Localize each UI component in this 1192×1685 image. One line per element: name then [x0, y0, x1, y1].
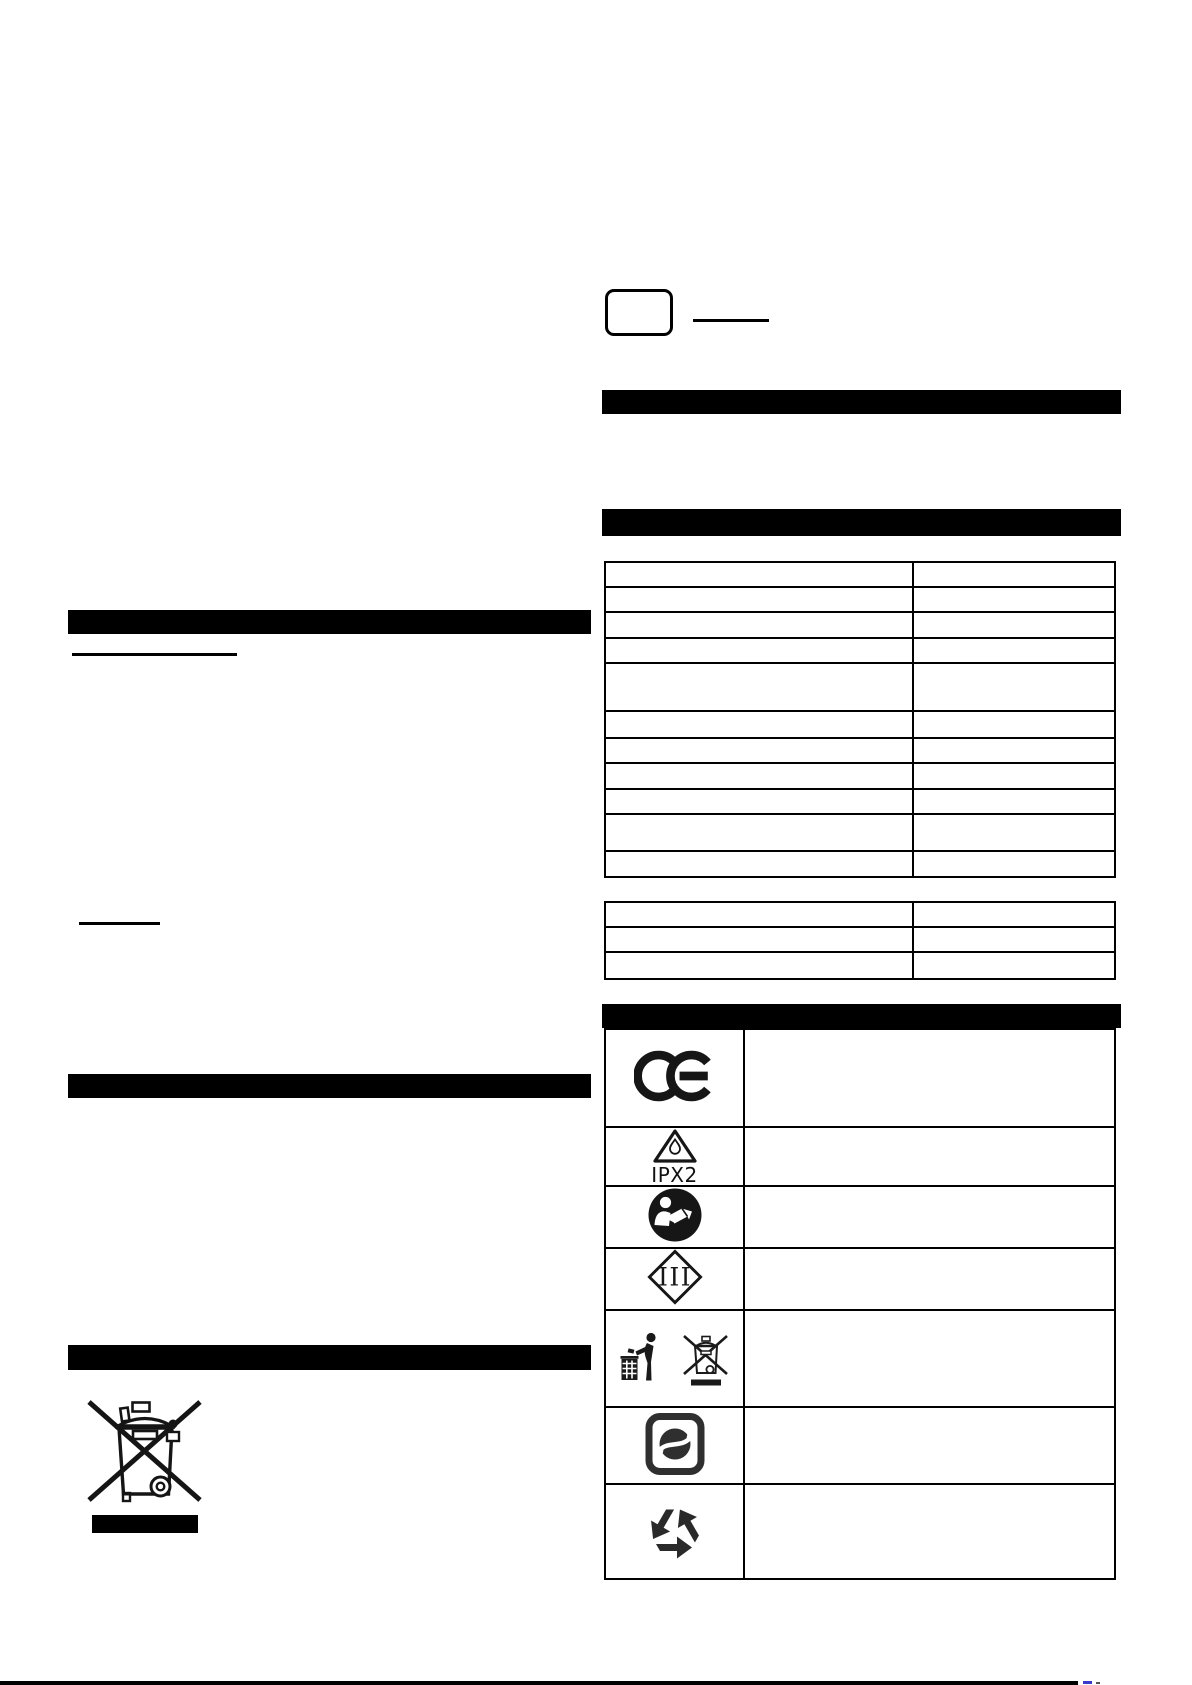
section-underline-left	[72, 653, 237, 656]
symbol-description	[744, 1407, 1115, 1484]
spec-cell	[913, 952, 1115, 979]
spec-cell	[605, 663, 913, 711]
symbol-cell	[605, 1310, 744, 1407]
weee-black-bar	[92, 1515, 198, 1533]
table-row	[605, 638, 1115, 663]
footer-accent-mark	[1083, 1681, 1092, 1684]
symbols-table	[604, 1028, 1116, 1580]
footer-dot-mark	[1096, 1682, 1100, 1684]
table-row	[605, 1029, 1115, 1127]
symbol-description	[744, 1484, 1115, 1579]
spec-cell	[913, 763, 1115, 789]
spec-cell	[605, 612, 913, 638]
spec-cell	[605, 587, 913, 612]
spec-cell	[913, 851, 1115, 877]
spec-cell	[913, 814, 1115, 851]
model-number-underline	[693, 319, 769, 322]
table-row	[605, 1310, 1115, 1407]
table-row	[605, 1127, 1115, 1186]
symbol-description	[744, 1127, 1115, 1186]
spec-cell	[605, 789, 913, 814]
redacted-heading-bar-right-1	[602, 390, 1121, 414]
table-row	[605, 1248, 1115, 1310]
table-row	[605, 763, 1115, 789]
table-row	[605, 1407, 1115, 1484]
redacted-heading-bar-right-2	[602, 509, 1121, 536]
spec-cell	[913, 612, 1115, 638]
note-underline-left	[79, 922, 160, 925]
spec-cell	[605, 952, 913, 979]
symbol-description	[744, 1029, 1115, 1127]
redacted-heading-bar-left-3	[68, 1345, 591, 1370]
recycling-icon	[646, 1498, 704, 1562]
spec-cell	[913, 587, 1115, 612]
table-row	[605, 851, 1115, 877]
table-row	[605, 587, 1115, 612]
spec-cell	[913, 711, 1115, 738]
read-manual-icon	[646, 1187, 704, 1243]
redacted-heading-bar-left-1	[68, 610, 591, 634]
redacted-heading-bar-left-2	[68, 1074, 591, 1098]
table-row	[605, 612, 1115, 638]
table-row	[605, 1186, 1115, 1248]
class-iii-label: III	[657, 1262, 692, 1292]
symbol-cell	[605, 1127, 744, 1186]
redacted-heading-bar-symbols	[602, 1004, 1121, 1028]
spec-cell	[605, 851, 913, 877]
table-row	[605, 789, 1115, 814]
spec-table-2	[604, 901, 1116, 980]
spec-cell	[913, 789, 1115, 814]
symbol-cell	[605, 1186, 744, 1248]
footer-rule	[0, 1681, 1078, 1685]
table-row	[605, 663, 1115, 711]
tidy-man-icon	[620, 1332, 660, 1386]
spec-cell	[913, 738, 1115, 763]
spec-cell	[605, 763, 913, 789]
spec-cell	[913, 562, 1115, 587]
symbol-cell	[605, 1029, 744, 1127]
green-dot-icon	[645, 1412, 705, 1476]
ipx2-label: IPX2	[651, 1163, 698, 1187]
spec-cell	[605, 711, 913, 738]
spec-cell	[913, 638, 1115, 663]
ce-mark-icon	[634, 1047, 716, 1105]
spec-cell	[913, 902, 1115, 927]
spec-cell	[605, 638, 913, 663]
spec-cell	[605, 562, 913, 587]
table-row	[605, 562, 1115, 587]
product-label-box	[605, 289, 673, 336]
symbol-cell	[605, 1484, 744, 1579]
symbol-description	[744, 1186, 1115, 1248]
table-row	[605, 1484, 1115, 1579]
spec-cell	[913, 927, 1115, 952]
class-iii-equipment-icon	[646, 1249, 704, 1305]
table-row	[605, 738, 1115, 763]
spec-cell	[605, 927, 913, 952]
table-row	[605, 927, 1115, 952]
ipx2-splashproof-icon	[652, 1128, 698, 1164]
spec-cell	[605, 738, 913, 763]
symbol-description	[744, 1310, 1115, 1407]
spec-table-1	[604, 561, 1116, 878]
spec-cell	[913, 663, 1115, 711]
table-row	[605, 902, 1115, 927]
table-row	[605, 711, 1115, 738]
weee-bin-icon	[86, 1394, 203, 1506]
spec-cell	[605, 814, 913, 851]
table-row	[605, 952, 1115, 979]
spec-cell	[605, 902, 913, 927]
weee-bin-small-icon	[682, 1333, 730, 1386]
symbol-cell	[605, 1248, 744, 1310]
symbol-cell	[605, 1407, 744, 1484]
symbol-description	[744, 1248, 1115, 1310]
table-row	[605, 814, 1115, 851]
